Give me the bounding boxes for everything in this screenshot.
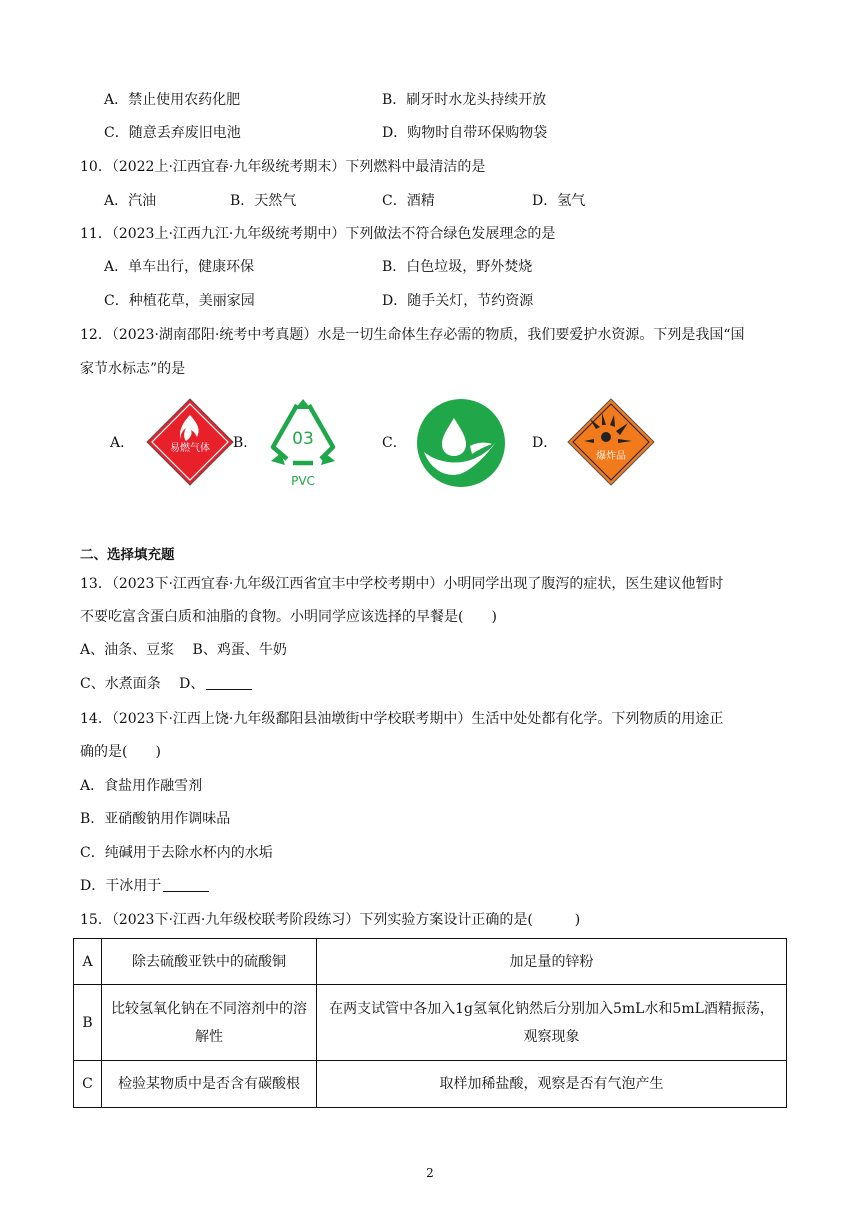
row-method: 取样加稀盐酸，观察是否有气泡产生 xyxy=(317,1061,787,1108)
table-row xyxy=(74,985,787,1061)
q13-options-cd-text: C、水煮面条 D、 xyxy=(80,676,205,692)
q10-option-b: B．天然气 xyxy=(230,193,297,209)
q11-stem: 11．（2023上·江西九江·九年级统考期中）下列做法不符合绿色发展理念的是 xyxy=(80,226,556,242)
row-label: A xyxy=(74,939,102,985)
q13-options-cd xyxy=(80,674,784,694)
row-method: 在两支试管中各加入1g氢氧化钠然后分别加入5mL水和5mL酒精振荡，观察现象 xyxy=(317,985,787,1061)
row-goal: 比较氢氧化钠在不同溶剂中的溶解性 xyxy=(102,985,317,1061)
q10-option-a: A．汽油 xyxy=(104,193,157,209)
explosives-sign-icon xyxy=(566,397,656,487)
row-goal: 除去硫酸亚铁中的硫酸铜 xyxy=(102,939,317,985)
q14-stem-line1: 14．（2023下·江西上饶·九年级鄱阳县油墩街中学校联考期中）生活中处处都有化学。下列物质的用途正 xyxy=(80,711,724,727)
q14-option-a: A．食盐用作融雪剂 xyxy=(80,778,203,794)
q10-option-c: C．酒精 xyxy=(382,193,435,209)
q13-options-ab: A、油条、豆浆 B、鸡蛋、牛奶 xyxy=(80,642,287,658)
q12-option-a-label: A． xyxy=(110,435,135,451)
q12-option-d-label: D． xyxy=(532,435,558,451)
q14-option-b: B．亚硝酸钠用作调味品 xyxy=(80,811,231,827)
q14-option-d xyxy=(80,876,784,896)
q12-stem-line2: 家节水标志”的是 xyxy=(80,361,186,377)
row-label: C xyxy=(74,1061,102,1108)
q11-option-a: A．单车出行，健康环保 xyxy=(104,259,255,275)
q11-option-d: D．随手关灯，节约资源 xyxy=(382,293,534,309)
table-row xyxy=(74,1061,787,1108)
q13-blank xyxy=(206,675,252,690)
q10-option-d: D．氢气 xyxy=(532,193,586,209)
recycling-code-text: PVC xyxy=(291,474,315,488)
q11-option-b: B．白色垃圾，野外焚烧 xyxy=(382,259,533,275)
row-method: 加足量的锌粉 xyxy=(317,939,787,985)
q13-stem-line2: 不要吃富含蛋白质和油脂的食物。小明同学应该选择的早餐是( ) xyxy=(80,609,497,625)
flammable-gas-sign-text: 易燃气体 xyxy=(170,443,210,454)
q12-option-b-label: B． xyxy=(233,435,258,451)
table-row xyxy=(74,939,787,985)
q11-option-c: C．种植花草，美丽家园 xyxy=(104,293,255,309)
q14-stem-line2: 确的是( ) xyxy=(80,744,161,760)
row-goal: 检验某物质中是否含有碳酸根 xyxy=(102,1061,317,1108)
q14-blank xyxy=(163,877,209,892)
explosives-sign-text: 爆炸品 xyxy=(596,451,626,462)
q12-option-c-label: C． xyxy=(382,435,407,451)
q9-option-d: D．购物时自带环保购物袋 xyxy=(382,125,548,141)
q15-stem: 15．（2023下·江西·九年级校联考阶段练习）下列实验方案设计正确的是( ) xyxy=(80,912,581,928)
q15-experiment-table xyxy=(73,938,787,1108)
q9-option-c: C．随意丢弃废旧电池 xyxy=(104,125,241,141)
q9-option-b: B．刷牙时水龙头持续开放 xyxy=(382,92,547,108)
q10-stem: 10．（2022上·江西宜春·九年级统考期末）下列燃料中最清洁的是 xyxy=(80,159,486,175)
flammable-gas-sign-icon xyxy=(145,397,235,487)
q14-option-c: C．纯碱用于去除水杯内的水垢 xyxy=(80,845,273,861)
recycling-number: 03 xyxy=(292,429,314,449)
water-saving-sign-icon xyxy=(416,398,506,488)
recycling-pvc-sign-icon xyxy=(263,397,343,489)
q13-stem-line1: 13．（2023下·江西宜春·九年级江西省宜丰中学校考期中）小明同学出现了腹泻的症状，医生建议他暂时 xyxy=(80,576,724,592)
q9-option-a: A．禁止使用农药化肥 xyxy=(104,92,241,108)
q14-option-d-text: D．干冰用于 xyxy=(80,878,162,894)
row-label: B xyxy=(74,985,102,1061)
q12-stem-line1: 12．（2023·湖南邵阳·统考中考真题）水是一切生命体生存必需的物质，我们要爱护水资源。下列是我国“国 xyxy=(80,327,745,343)
section-title: 二、选择填充题 xyxy=(80,547,175,563)
page-number: 2 xyxy=(426,1166,434,1180)
